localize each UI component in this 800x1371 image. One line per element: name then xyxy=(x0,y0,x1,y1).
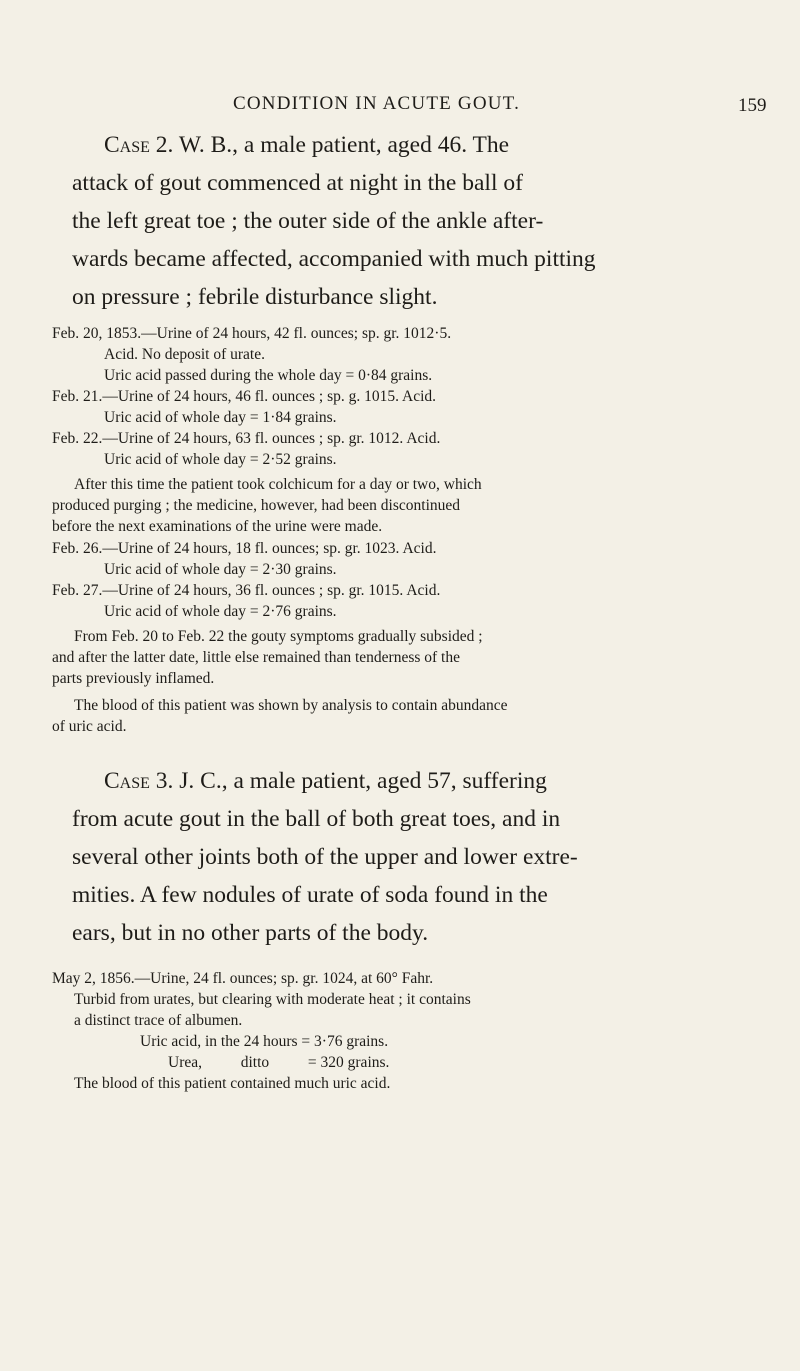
case3-heading: Case 3. xyxy=(104,768,174,794)
colchicum-note xyxy=(52,474,752,537)
record-feb20-line2: Acid. No deposit of urate. xyxy=(104,346,265,363)
case2-intro-line-1: Case 2. W. B., a male patient, aged 46. The xyxy=(104,132,510,158)
colchicum-note-line-3: before the next examinations of the urine were made. xyxy=(52,518,383,535)
page-number: 159 xyxy=(738,95,767,116)
record-feb22-line2: Uric acid of whole day = 2·52 grains. xyxy=(104,451,337,468)
case3-intro-line-4: mities. A few nodules of urate of soda found in the xyxy=(72,882,548,908)
urea-value: Urea, ditto = 320 grains. xyxy=(168,1054,390,1071)
case2-blood-line-1: The blood of this patient was shown by analysis to contain abundance xyxy=(74,697,508,714)
record-feb26-line2: Uric acid of whole day = 2·30 grains. xyxy=(104,561,337,578)
case2-heading: Case 2. xyxy=(104,132,174,158)
record-may2-line2: Turbid from urates, but clearing with moderate heat ; it contains xyxy=(74,991,471,1008)
case3-blood-note: The blood of this patient contained much uric acid. xyxy=(74,1075,391,1092)
record-may2-line3: a distinct trace of albumen. xyxy=(74,1012,243,1029)
case3-record xyxy=(52,968,752,1094)
case2-intro xyxy=(72,126,752,316)
uric-acid-value: Uric acid, in the 24 hours = 3·76 grains. xyxy=(140,1033,389,1050)
record-feb22-line1: Feb. 22.—Urine of 24 hours, 63 fl. ounces ; sp. gr. 1012. Acid. xyxy=(52,430,441,447)
colchicum-note-line-1: After this time the patient took colchicum for a day or two, which xyxy=(74,476,482,493)
summary-line-1: From Feb. 20 to Feb. 22 the gouty symptoms gradually subsided ; xyxy=(74,628,483,645)
record-feb20-line1: Feb. 20, 1853.—Urine of 24 hours, 42 fl. ounces; sp. gr. 1012·5. xyxy=(52,325,452,342)
case2-blood-note xyxy=(52,695,752,737)
record-feb20-line3: Uric acid passed during the whole day = 0·84 grains. xyxy=(104,367,433,384)
case3-intro-line-5: ears, but in no other parts of the body. xyxy=(72,920,429,946)
running-head: CONDITION IN ACUTE GOUT. xyxy=(233,93,521,114)
record-feb26-line1: Feb. 26.—Urine of 24 hours, 18 fl. ounces; sp. gr. 1023. Acid. xyxy=(52,540,437,557)
record-feb27-line1: Feb. 27.—Urine of 24 hours, 36 fl. ounces ; sp. gr. 1015. Acid. xyxy=(52,582,441,599)
case2-intro-line-2: attack of gout commenced at night in the ball of xyxy=(72,170,523,196)
record-may2-line1: May 2, 1856.—Urine, 24 fl. ounces; sp. gr. 1024, at 60° Fahr. xyxy=(52,970,434,987)
case3-intro-line-2: from acute gout in the ball of both great toes, and in xyxy=(72,806,561,832)
summary-line-3: parts previously inflamed. xyxy=(52,670,215,687)
case3-intro xyxy=(72,762,752,952)
record-feb27-line2: Uric acid of whole day = 2·76 grains. xyxy=(104,603,337,620)
case2-intro-line-4: wards became affected, accompanied with much pitting xyxy=(72,246,596,272)
case3-intro-line-3: several other joints both of the upper and lower extre- xyxy=(72,844,578,870)
record-feb21-line2: Uric acid of whole day = 1·84 grains. xyxy=(104,409,337,426)
case2-summary xyxy=(52,626,752,689)
case3-intro-line-1: Case 3. J. C., a male patient, aged 57, suffering xyxy=(104,768,547,794)
summary-line-2: and after the latter date, little else remained than tenderness of the xyxy=(52,649,460,666)
case2-intro-line-5: on pressure ; febrile disturbance slight. xyxy=(72,284,438,310)
case2-intro-line-3: the left great toe ; the outer side of the ankle after- xyxy=(72,208,544,234)
case2-blood-line-2: of uric acid. xyxy=(52,718,127,735)
record-feb21-line1: Feb. 21.—Urine of 24 hours, 46 fl. ounces ; sp. g. 1015. Acid. xyxy=(52,388,437,405)
colchicum-note-line-2: produced purging ; the medicine, however, had been discontinued xyxy=(52,497,461,514)
case2-records-after xyxy=(52,538,752,622)
case2-records xyxy=(52,323,752,470)
